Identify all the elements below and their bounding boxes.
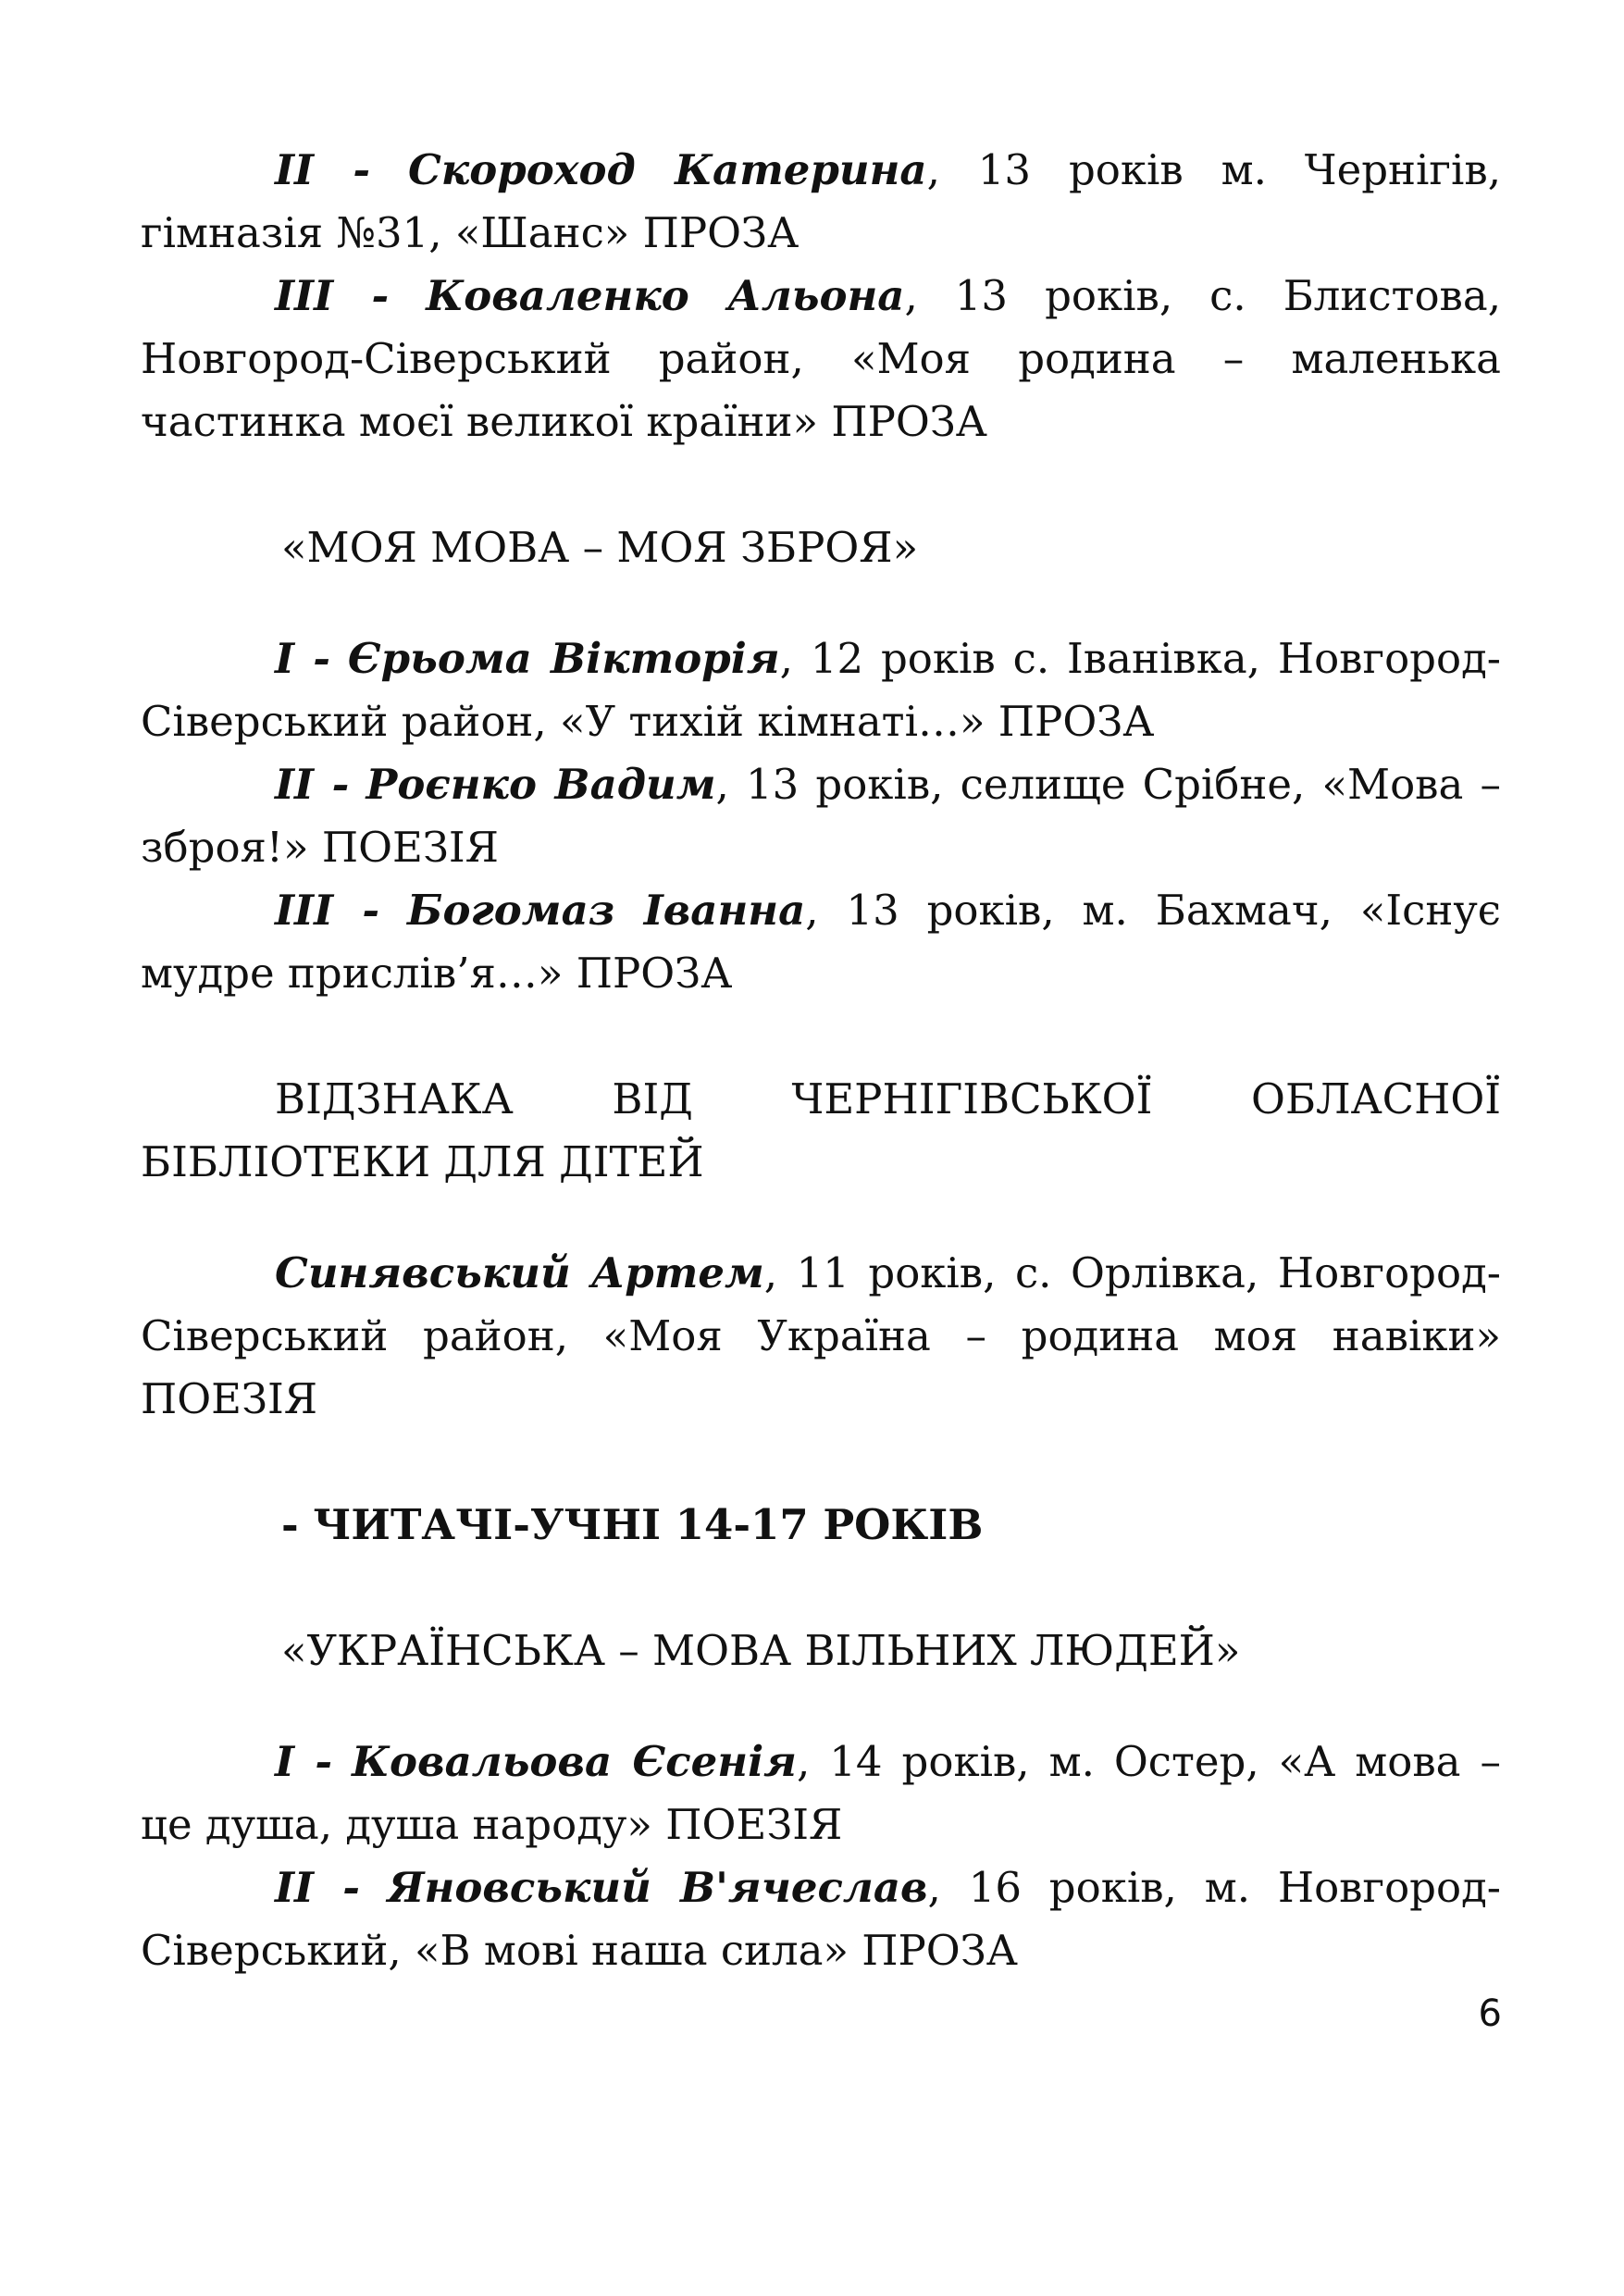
award-entry-3 (141, 627, 1501, 753)
page-number: 6 (1478, 1992, 1502, 2035)
award-entry-6 (141, 1242, 1501, 1431)
participant-name: Яновський В'ячеслав (387, 1863, 928, 1912)
category-heading: «МОЯ МОВА – МОЯ ЗБРОЯ» (281, 523, 919, 572)
section-gap (141, 1682, 1501, 1731)
award-place: ІІ - (275, 145, 371, 194)
participant-name: Ковальова Єсенія (352, 1737, 797, 1786)
award-entry-5 (141, 879, 1501, 1005)
participant-name: Синявський Артем (275, 1248, 764, 1297)
participant-name: Скороход Катерина (407, 145, 927, 194)
award-place: ІІІ - (275, 271, 390, 320)
section-gap (141, 1194, 1501, 1242)
award-entry-4 (141, 753, 1501, 879)
award-place: ІІ - (275, 760, 350, 809)
section-gap (141, 1557, 1501, 1620)
entry-details: , 12 років с. Іванівка, Новгород-Сіверський район, «У тихій кімнаті…» ПРОЗА (141, 634, 1501, 746)
participant-name: Роєнко Вадим (366, 760, 716, 809)
entry-details: , 14 років, м. Остер, «А мова – це душа, душа народу» ПОЕЗІЯ (141, 1737, 1501, 1849)
section-gap (141, 453, 1501, 516)
section-gap (141, 579, 1501, 627)
award-place: ІІІ - (275, 886, 380, 935)
participant-name: Єрьома Вікторія (347, 634, 780, 683)
page-content (141, 139, 1501, 1982)
entry-details: , 13 років, м. Бахмач, «Існує мудре прислів’я…» ПРОЗА (141, 886, 1502, 998)
award-place: І - (275, 634, 330, 683)
entry-details: , 13 років м. Чернігів, гімназія №31, «Шанс» ПРОЗА (141, 145, 1502, 257)
participant-name: Богомаз Іванна (407, 886, 806, 935)
entry-details: , 13 років, селище Срібне, «Мова – зброя!» ПОЕЗІЯ (141, 760, 1501, 872)
award-entry-2 (141, 265, 1501, 453)
award-entry-1 (141, 139, 1501, 265)
award-entry-7 (141, 1731, 1501, 1856)
award-place: І - (275, 1737, 333, 1786)
section-gap (141, 1005, 1501, 1068)
award-place: ІІ - (275, 1863, 360, 1912)
participant-name: Коваленко Альона (426, 271, 905, 320)
award-entry-8 (141, 1856, 1501, 1982)
special-award-heading: ВІДЗНАКА ВІД ЧЕРНІГІВСЬКОЇ ОБЛАСНОЇ БІБЛІОТЕКИ ДЛЯ ДІТЕЙ (141, 1074, 1501, 1186)
entry-details: , 11 років, с. Орлівка, Новгород-Сіверський район, «Моя Україна – родина моя навіки» ПОЕЗІЯ (141, 1248, 1501, 1423)
entry-details: , 16 років, м. Новгород-Сіверський, «В мові наша сила» ПРОЗА (141, 1863, 1501, 1975)
category-heading: «УКРАЇНСЬКА – МОВА ВІЛЬНИХ ЛЮДЕЙ» (281, 1626, 1241, 1675)
section-gap (141, 1431, 1501, 1494)
age-group-heading: - ЧИТАЧІ-УЧНІ 14-17 РОКІВ (281, 1500, 984, 1549)
entry-details: , 13 років, с. Блистова, Новгород-Сіверський район, «Моя родина – маленька частинка моєї великої країни» ПРОЗА (141, 271, 1502, 446)
